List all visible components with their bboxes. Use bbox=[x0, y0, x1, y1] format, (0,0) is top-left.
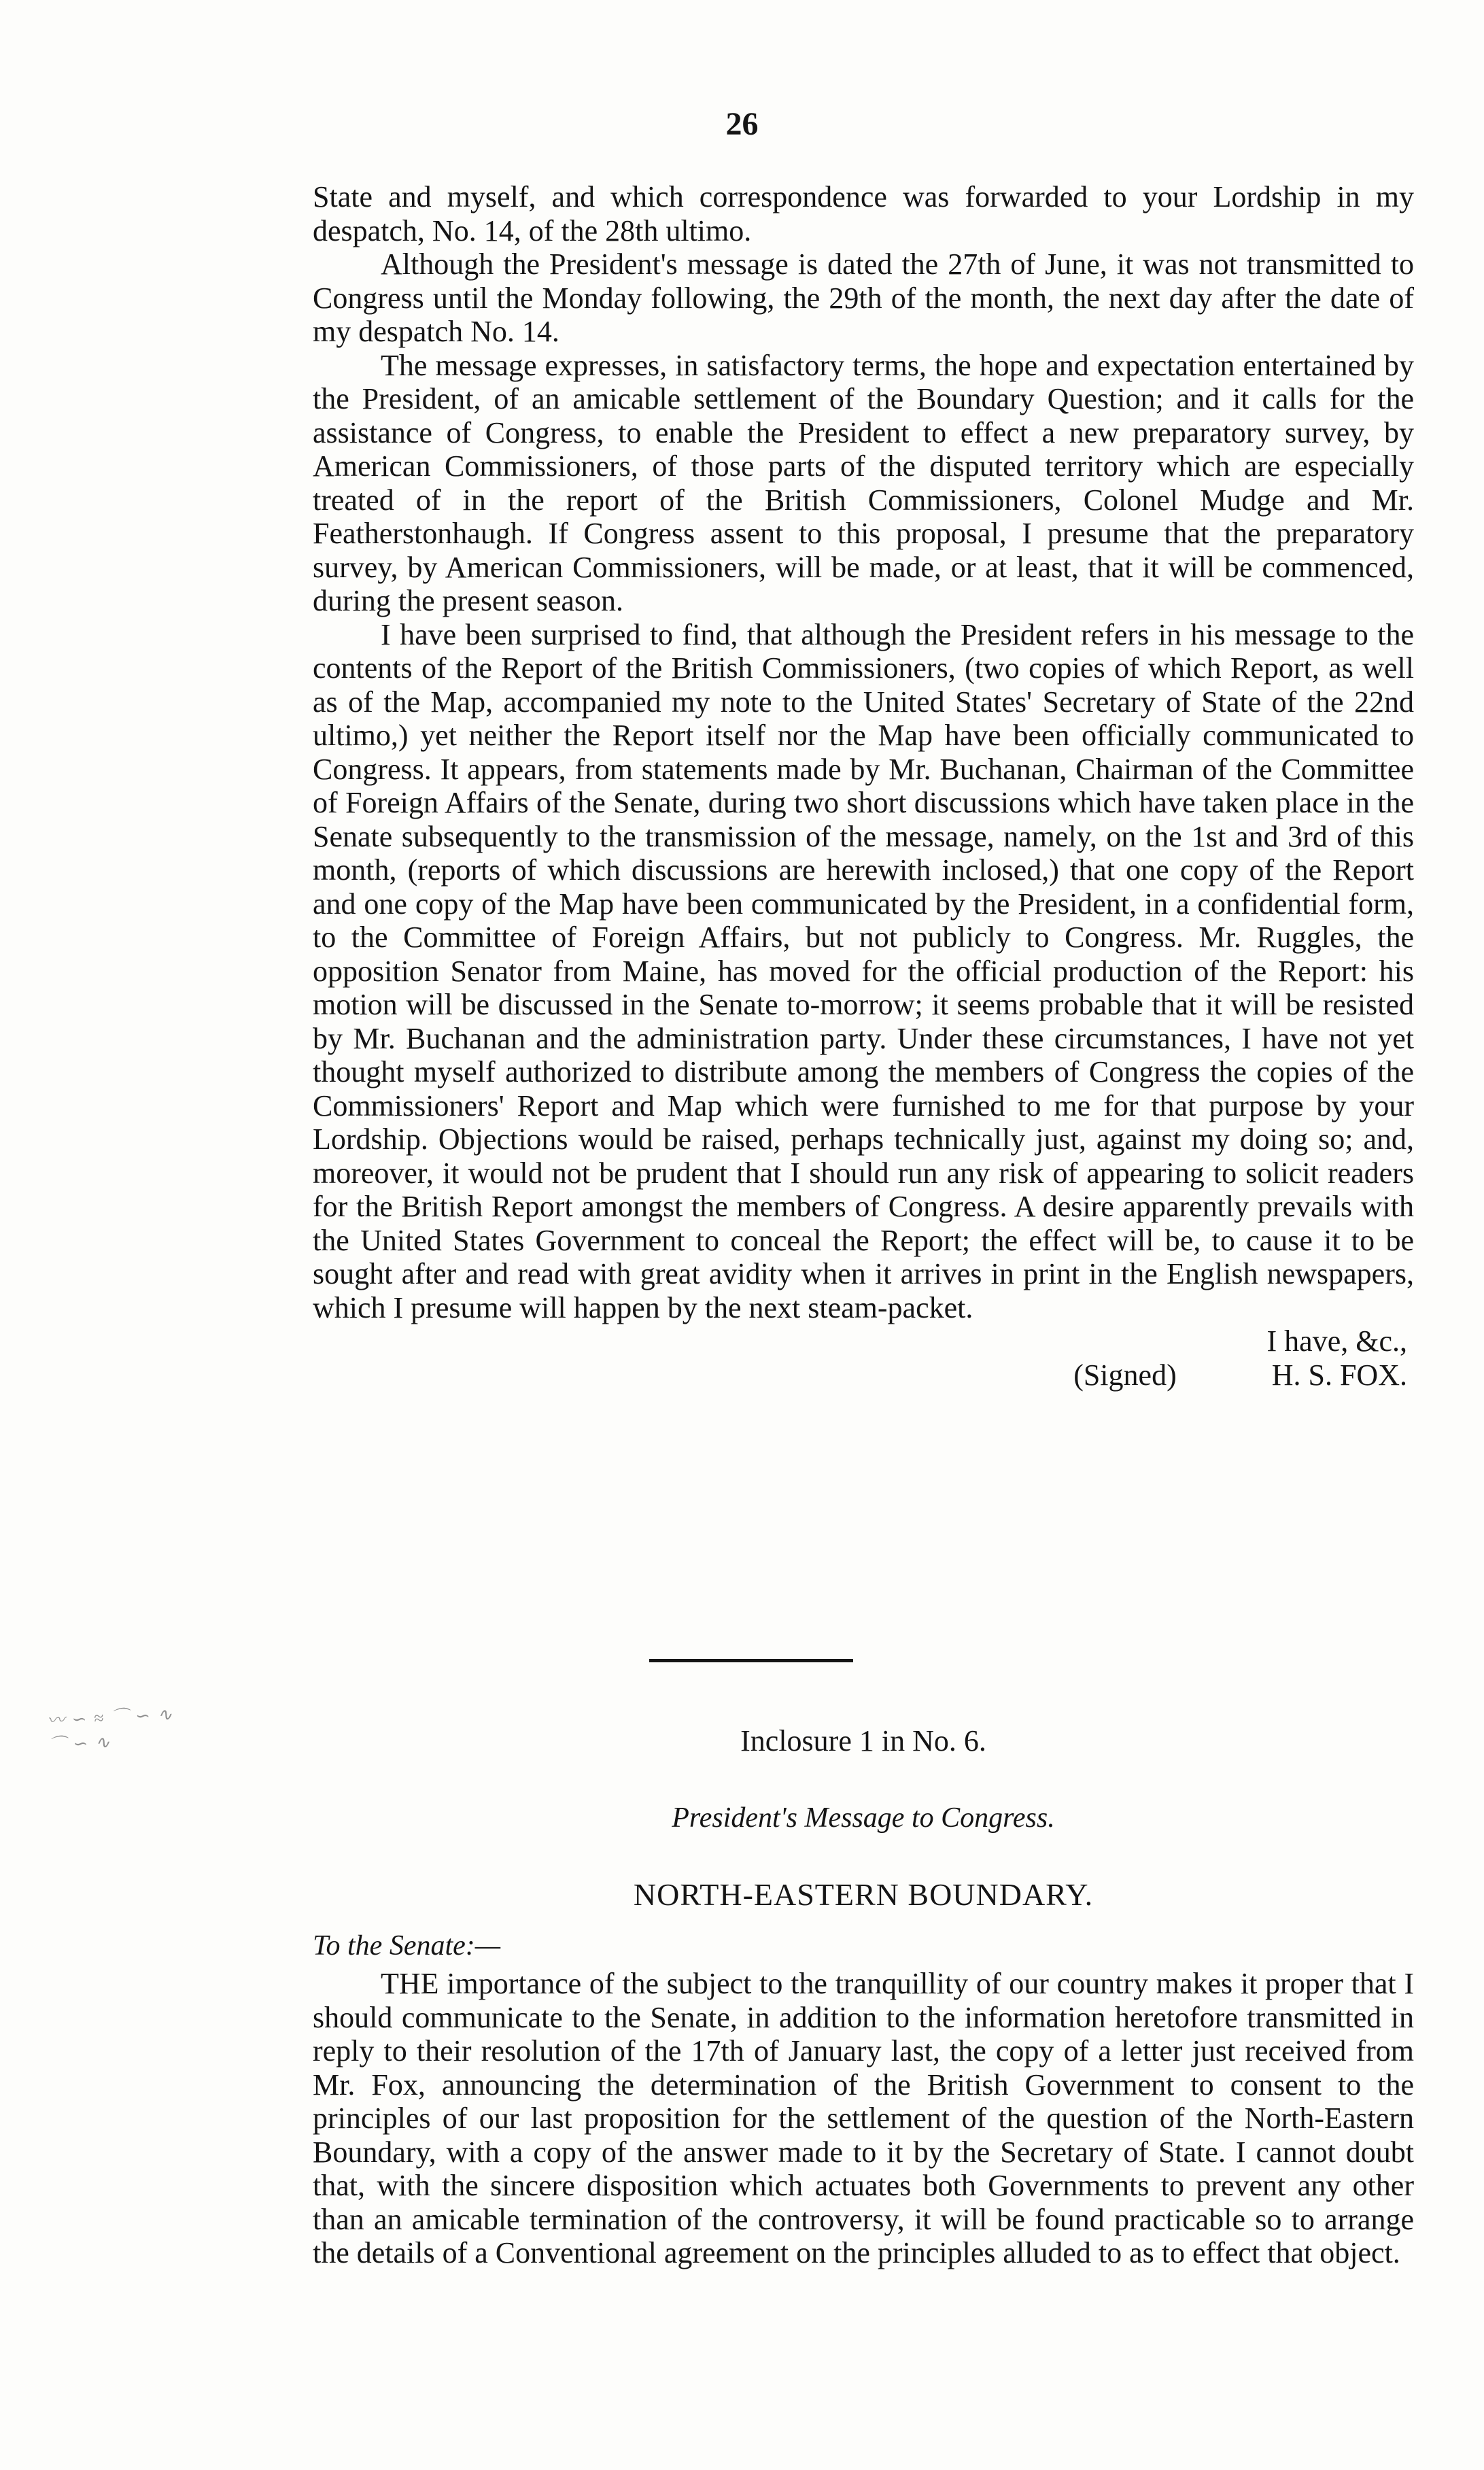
message-body bbox=[313, 1967, 1414, 2270]
message-title: President's Message to Congress. bbox=[672, 1802, 1055, 1834]
signer-name: H. S. FOX. bbox=[1271, 1358, 1407, 1392]
section-divider bbox=[649, 1659, 853, 1662]
inclosure-heading: Inclosure 1 in No. 6. bbox=[740, 1724, 986, 1757]
section-title: NORTH-EASTERN BOUNDARY. bbox=[633, 1877, 1094, 1912]
message-paragraph-1: THE importance of the subject to the tranquillity of our country makes it proper that I should communicate to the Senate, in addition to the information heretofore transmitted in reply to their resolution of the 17th of January last, the copy of a letter just received from Mr. Fox, announcing the determination of the British Government to consent to the principles of our last proposition for the settlement of the question of the North-Eastern Boundary, with a copy of the answer made to it by the Secretary of State. I cannot doubt that, with the sincere disposition which actuates both Governments to prevent any other than an amicable termination of the controversy, it will be found practicable so to arrange the details of a Conventional agreement on the principles alluded to as to effect that object. bbox=[313, 1967, 1414, 2269]
letter-closing: I have, &c., bbox=[1266, 1324, 1407, 1358]
page-number: 26 bbox=[725, 106, 759, 142]
handwritten-margin-note: 〰 ∽ ≈ ⌒ ∽ ∿ ⌒ ∽ ∿ bbox=[46, 1704, 174, 1755]
letter-body bbox=[313, 180, 1414, 1392]
salutation: To the Senate:— bbox=[313, 1930, 501, 1961]
letter-paragraph-1: State and myself, and which correspondence was forwarded to your Lordship in my despatch, No. 14, of the 28th ultimo. bbox=[313, 180, 1414, 247]
signature-line bbox=[313, 1358, 1414, 1392]
letter-paragraph-4: I have been surprised to find, that although the President refers in his message to the contents of the Report of the British Commissioners, (two copies of which Report, as well as of the Map, accompanied my note to the United States' Secretary of State of the 22nd ultimo,) yet neither the Report itself nor the Map have been officially communicated to Congress. It appears, from statements made by Mr. Buchanan, Chairman of the Committee of Foreign Affairs of the Senate, during two short discussions which have taken place in the Senate subsequently to the transmission of the message, namely, on the 1st and 3rd of this month, (reports of which discussions are herewith inclosed,) that one copy of the Report and one copy of the Map have been communicated by the President, in a confidential form, to the Committee of Foreign Affairs, but not publicly to Congress. Mr. Ruggles, the opposition Senator from Maine, has moved for the official production of the Report: his motion will be discussed in the Senate to-morrow; it seems probable that it will be resisted by Mr. Buchanan and the administration party. Under these circumstances, I have not yet thought myself authorized to distribute among the members of Congress the copies of the Commissioners' Report and Map which were furnished to me for that purpose by your Lordship. Objections would be raised, perhaps technically just, against my doing so; and, moreover, it would not be prudent that I should run any risk of appearing to solicit readers for the British Report amongst the members of Congress. A desire apparently prevails with the United States Government to conceal the Report; the effect will be, to cause it to be sought after and read with great avidity when it arrives in print in the English newspapers, which I presume will happen by the next steam-packet. bbox=[313, 617, 1414, 1324]
letter-paragraph-3: The message expresses, in satisfactory terms, the hope and expectation entertained by the President, of an amicable settlement of the Boundary Question; and it calls for the assistance of Congress, to enable the President to effect a new preparatory survey, by American Commissioners, of those parts of the disputed territory which are especially treated of in the report of the British Commissioners, Colonel Mudge and Mr. Featherstonhaugh. If Congress assent to this proposal, I presume that the preparatory survey, by American Commissioners, will be made, or at least, that it will be commenced, during the present season. bbox=[313, 348, 1414, 617]
signed-label: (Signed) bbox=[1073, 1358, 1177, 1392]
letter-paragraph-2: Although the President's message is dated the 27th of June, it was not transmitted to Congress until the Monday following, the 29th of the month, the next day after the date of my despatch No. 14. bbox=[313, 247, 1414, 348]
